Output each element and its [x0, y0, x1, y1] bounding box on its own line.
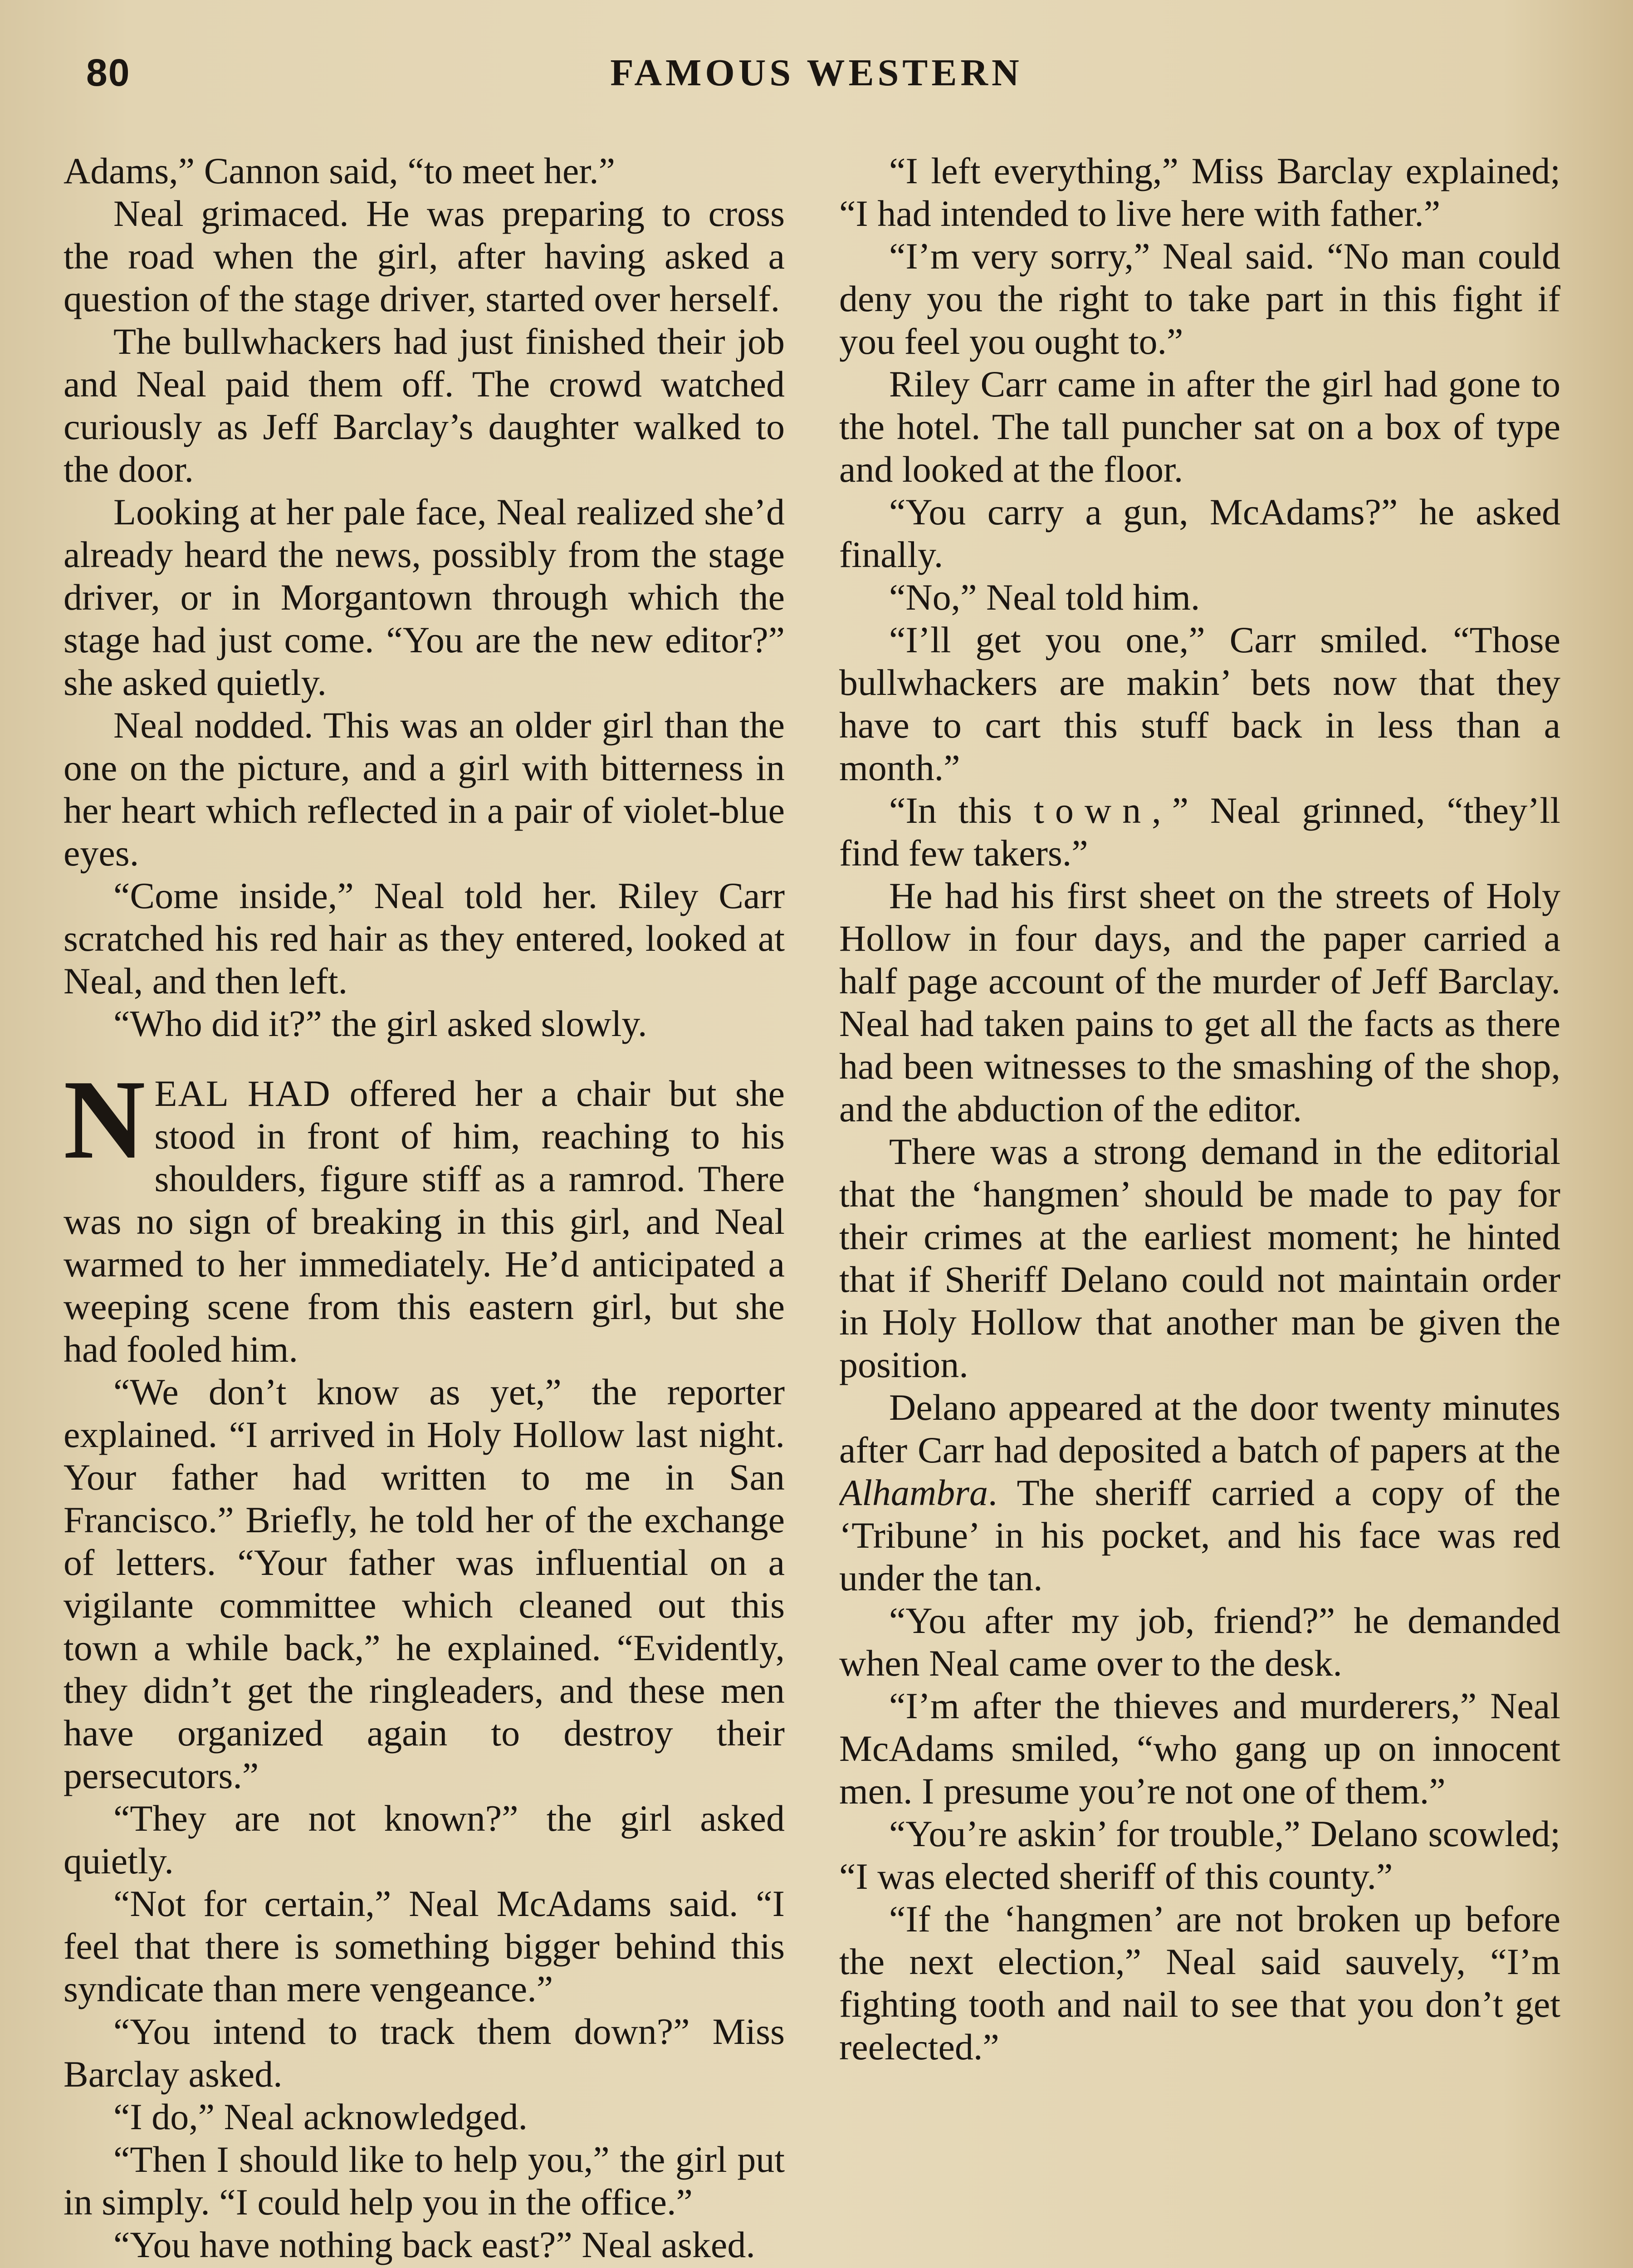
paragraph: There was a strong demand in the editorial that the ‘hangmen’ should be made to pay for their crimes at the earliest moment; he hinted that if Sheriff Delano could not maintain order in Holy Hollow that another man be given the position.	[839, 1131, 1560, 1385]
paragraph-text: Delano appeared at the door twenty minutes after Carr had deposited a batch of papers at the	[839, 1387, 1560, 1471]
paragraph: Neal nodded. This was an older girl than the one on the picture, and a girl with bitterness in her heart which reflected in a pair of violet-blue eyes.	[64, 704, 785, 874]
left-column	[64, 150, 785, 2268]
lead-in-text: EAL HAD	[154, 1073, 331, 1114]
paragraph: “You have nothing back east?” Neal asked.	[113, 2224, 755, 2265]
page-number: 80	[86, 51, 131, 94]
paragraph: “Come inside,” Neal told her. Riley Carr scratched his red hair as they entered, looked at Neal, and then left.	[64, 875, 785, 1002]
paragraph: Riley Carr came in after the girl had gone to the hotel. The tall puncher sat on a box of type and looked at the floor.	[839, 363, 1560, 490]
paragraph: “You’re askin’ for trouble,” Delano scowled; “I was elected sheriff of this county.”	[839, 1813, 1560, 1897]
paragraph: “You intend to track them down?” Miss Barclay asked.	[64, 2011, 785, 2095]
paragraph	[839, 1386, 1560, 1599]
paragraph: “No,” Neal told him.	[889, 577, 1200, 618]
paragraph-text: offered her a chair but she stood in front of him, reaching to his shoulders, figure stiff as a ramrod. There was no sign of breaking in this girl, and Neal warmed to her immediately. He’d anticipated a weeping scene from this eastern girl, but she had fooled him.	[64, 1073, 785, 1370]
paragraph: “I’ll get you one,” Carr smiled. “Those bullwhackers are makin’ bets now that they have to cart this stuff back in less than a month.”	[839, 619, 1560, 788]
paragraph: Neal grimaced. He was preparing to cross the road when the girl, after having asked a question of the stage driver, started over herself.	[64, 193, 785, 319]
paragraph: Looking at her pale face, Neal realized she’d already heard the news, possibly from the stage driver, or in Morgantown through which the stage had just come. “You are the new editor?” she asked quietly.	[64, 491, 785, 703]
paragraph: “They are not known?” the girl asked quietly.	[64, 1798, 785, 1882]
paragraph: “You carry a gun, McAdams?” he asked finally.	[839, 491, 1560, 575]
paragraph: “I left everything,” Miss Barclay explained; “I had intended to live here with father.”	[839, 150, 1560, 234]
paragraph: “Then I should like to help you,” the girl put in simply. “I could help you in the office.”	[64, 2139, 785, 2223]
spaced-word: town,	[1034, 790, 1172, 831]
right-column	[839, 150, 1560, 2268]
paragraph-text: ” Neal grinned, “they’ll find few takers.”	[839, 790, 1560, 874]
paragraph: “I do,” Neal acknowledged.	[113, 2096, 528, 2137]
paragraph: “You after my job, friend?” he demanded when Neal came over to the desk.	[839, 1600, 1560, 1684]
paragraph: Adams,” Cannon said, “to meet her.”	[64, 150, 615, 191]
paragraph: “If the ‘hangmen’ are not broken up before the next election,” Neal said sauvely, “I’m fighting tooth and nail to see that you don’t get reelected.”	[839, 1898, 1560, 2068]
paragraph: “I’m after the thieves and murderers,” Neal McAdams smiled, “who gang up on innocent men. I presume you’re not one of them.”	[839, 1685, 1560, 1812]
paragraph-text: . The sheriff carried a copy of the ‘Tribune’ in his pocket, and his face was red under the tan.	[839, 1472, 1560, 1598]
paragraph: “I’m very sorry,” Neal said. “No man could deny you the right to take part in this fight if you feel you ought to.”	[839, 235, 1560, 362]
paragraph: He had his first sheet on the streets of Holy Hollow in four days, and the paper carried a half page account of the murder of Jeff Barclay. Neal had taken pains to get all the facts as there had been witnesses to the smashing of the shop, and the abduction of the editor.	[839, 875, 1560, 1129]
paragraph-text: “In this	[889, 790, 1034, 831]
paragraph: “We don’t know as yet,” the reporter explained. “I arrived in Holy Hollow last night. Your father had written to me in San Francisco.” Briefly, he told her of the exchange of letters. “Your father was influential on a vigilante committee which cleaned out this town a while back,” he explained. “Evidently, they didn’t get the ringleaders, and these men have organized again to destroy their persecutors.”	[64, 1371, 785, 1796]
paragraph: The bullwhackers had just finished their job and Neal paid them off. The crowd watched curiously as Jeff Barclay’s daughter walked to the door.	[64, 321, 785, 490]
drop-cap: N	[64, 1057, 146, 1183]
paragraph	[839, 789, 1560, 875]
paragraph: “Who did it?” the girl asked slowly.	[113, 1003, 647, 1044]
paragraph: “Not for certain,” Neal McAdams said. “I feel that there is something bigger behind this syndicate than mere vengeance.”	[64, 1883, 785, 2009]
italic-name: Alhambra	[839, 1472, 988, 1513]
section-opening-paragraph	[64, 1057, 785, 1371]
running-head: FAMOUS WESTERN	[610, 52, 1023, 94]
page-header	[68, 51, 1565, 101]
